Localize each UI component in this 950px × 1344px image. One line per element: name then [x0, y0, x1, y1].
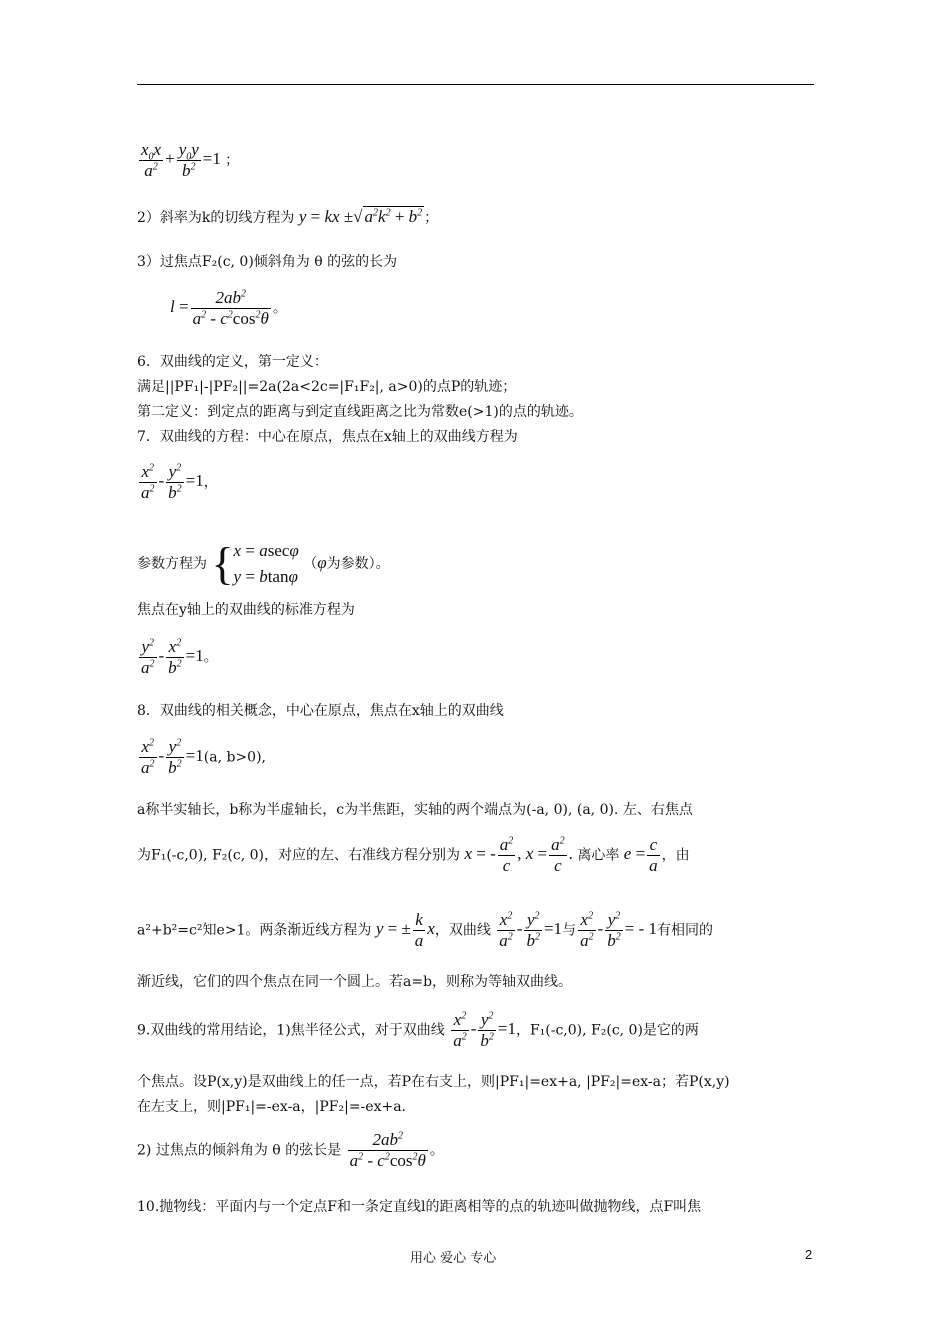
asymptote-continuation: 渐近线，它们的四个焦点在同一个圆上。若a=b，则称为等轴双曲线。 — [137, 974, 573, 990]
hyperbola-standard-x: $\frac{x^2}{a^2}$ - $\frac{y^2}{b^2}$ =1， — [137, 462, 218, 503]
formula-focal-chord: l = $\frac{2ab^2}{a^2 - c^2\cos^2\theta}$ — [170, 288, 269, 328]
formula-hyperbola-y: $\frac{y^2}{a^2}$ - $\frac{x^2}{b^2}$ =1 — [141, 637, 204, 677]
formula-parametric: {x = asecφ y = btanφ — [211, 538, 299, 589]
hyperbola-standard-y: $\frac{y^2}{a^2}$ - $\frac{x^2}{b^2}$ =1。 — [137, 637, 218, 678]
formula-asymptote: y = ± $\frac{k}{a}$ x — [375, 910, 435, 950]
formula-eccentricity: e = $\frac{c}{a}$ — [623, 835, 658, 875]
formula-hyperbola-concepts: $\frac{x^2}{a^2}$ - $\frac{y^2}{b^2}$ =1 — [141, 737, 204, 777]
focal-chord-hyperbola-line: 2) 过焦点的倾斜角为 θ 的弦长是 $\frac{2ab^2}{a^2 - c^2\cos^2\theta}$ 。 — [137, 1130, 444, 1170]
formula-directrix: x = - $\frac{a^2}{c}$ , x = $\frac{a^2}{c}$ . — [464, 835, 573, 875]
page-number: 2 — [805, 1247, 813, 1262]
directrix-line: 为F₁(-c,0), F₂(c, 0)，对应的左、右准线方程分别为 x = - $\frac{a^2}{c}$ , x = $\frac{a^2}{c}$ . 离心率 e = $\frac{c}{a}$ ，由 — [137, 835, 690, 875]
formula-conjugate-b: $\frac{x^2}{a^2}$ - $\frac{y^2}{b^2}$ = - 1 — [580, 910, 657, 950]
semi-axis-text: a称半实轴长，b称为半虚轴长，c为半焦距，实轴的两个端点为(-a, 0), (a, 0). 左、右焦点 — [137, 802, 693, 818]
formula-tangent-point: $\frac{x_0x}{a^2}$ + $\frac{y_0y}{b^2}$ =1 — [141, 140, 221, 180]
formula-hyperbola-x: $\frac{x^2}{a^2}$ - $\frac{y^2}{b^2}$ =1 — [141, 462, 204, 502]
asymptote-line: a²+b²=c²知e>1。两条渐近线方程为 y = ± $\frac{k}{a}$ x，双曲线 $\frac{x^2}{a^2}$ - $\frac{y^2}{b^2}$ =1与 $\frac{x^2}{a^2}$ - $\frac{y^2}{b^2}$ = - 1有相同的 — [137, 910, 713, 950]
parabola-definition-text: 10.抛物线：平面内与一个定点F和一条定直线l的距离相等的点的轨迹叫做抛物线，点F叫焦 — [137, 1199, 702, 1215]
second-definition-text: 第二定义：到定点的距离与到定直线距离之比为常数e(>1)的点的轨迹。 — [137, 404, 583, 420]
first-definition-text: 满足||PF₁|-|PF₂||=2a(2a<2c=|F₁F₂|, a>0)的点P的轨迹； — [137, 379, 517, 395]
focal-chord-formula-line: l = $\frac{2ab^2}{a^2 - c^2\cos^2\theta}$ 。 — [170, 288, 287, 328]
formula-conclusion-hyperbola: $\frac{x^2}{a^2}$ - $\frac{y^2}{b^2}$ =1 — [453, 1010, 516, 1050]
slope-tangent-line: 2）斜率为k的切线方程为 y = kx ±√ $a^2k^2 + b^2$ ； — [137, 207, 439, 226]
hyperbola-concepts-formula: $\frac{x^2}{a^2}$ - $\frac{y^2}{b^2}$ =1(a, b>0), — [137, 737, 266, 778]
formula-slope-tangent: y = kx ±√ $a^2k^2 + b^2$ — [298, 207, 423, 226]
header-rule — [137, 84, 814, 85]
footer-slogan: 用心 爱心 专心 — [410, 1251, 497, 1266]
related-concepts-heading: 8．双曲线的相关概念，中心在原点，焦点在x轴上的双曲线 — [137, 703, 504, 719]
hyperbola-definition-heading: 6．双曲线的定义，第一定义： — [137, 354, 328, 370]
focal-radius-left-text: 在左支上，则|PF₁|=-ex-a，|PF₂|=-ex+a. — [137, 1099, 407, 1115]
hyperbola-equation-heading: 7．双曲线的方程：中心在原点，焦点在x轴上的双曲线方程为 — [137, 429, 518, 445]
parametric-equation-line: 参数方程为 {x = asecφ y = btanφ （φ为参数）。 — [137, 538, 390, 589]
formula-conjugate-a: $\frac{x^2}{a^2}$ - $\frac{y^2}{b^2}$ =1 — [499, 910, 563, 950]
focal-radius-right-text: 个焦点。设P(x,y)是双曲线上的任一点，若P在右支上，则|PF₁|=ex+a, |PF₂|=ex-a；若P(x,y) — [137, 1074, 730, 1090]
common-conclusions-line: 9.双曲线的常用结论，1)焦半径公式，对于双曲线 $\frac{x^2}{a^2}$ - $\frac{y^2}{b^2}$ =1，F₁(-c,0), F₂(c, 0)是它的两 — [137, 1010, 699, 1050]
focal-chord-line: 3）过焦点F₂(c, 0)倾斜角为 θ 的弦的长为 — [137, 254, 398, 270]
tangent-equation-line: $\frac{x_0x}{a^2}$ + $\frac{y_0y}{b^2}$ =1 ； — [137, 140, 239, 181]
formula-focal-chord-hyperbola: $\frac{2ab^2}{a^2 - c^2\cos^2\theta}$ — [349, 1130, 426, 1170]
hyperbola-y-heading: 焦点在y轴上的双曲线的标准方程为 — [137, 602, 355, 618]
